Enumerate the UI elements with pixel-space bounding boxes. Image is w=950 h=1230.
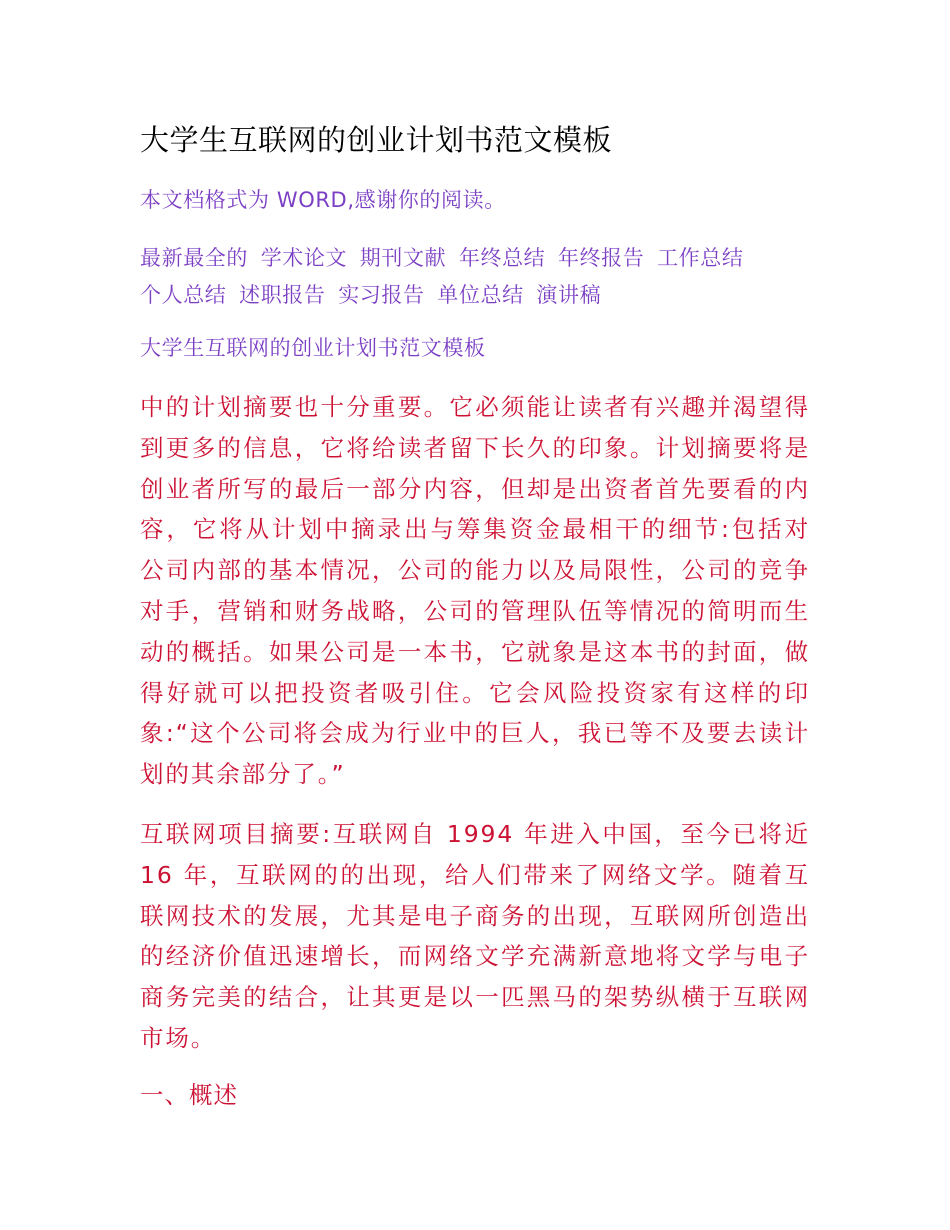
- body-paragraph-project-summary: 互联网项目摘要:互联网自 1994 年进入中国，至今已将近 16 年，互联网的的出现，给人们带来了网络文学。随着互联网技术的发展，尤其是电子商务的出现，互联网所创造出的经济价值迅速增长，而网络文学充满新意地将文学与电子商务完美的结合，让其更是以一匹黑马的架势纵横于互联网市场。: [140, 820, 811, 1052]
- tag-item: 年终报告: [557, 246, 645, 270]
- tag-item: 学术论文: [260, 246, 348, 270]
- tag-item: 工作总结: [657, 246, 744, 270]
- section-heading-overview: 一、概述: [140, 1081, 238, 1109]
- tag-item: 个人总结: [140, 283, 227, 307]
- tag-item: 单位总结: [437, 283, 524, 307]
- tag-item: 年终总结: [458, 246, 546, 270]
- document-subtitle: 大学生互联网的创业计划书范文模板: [140, 336, 486, 360]
- format-notice: 本文档格式为 WORD,感谢你的阅读。: [140, 188, 506, 212]
- tag-item: 演讲稿: [536, 283, 602, 307]
- tag-list: [140, 240, 820, 314]
- tag-item: 实习报告: [338, 283, 425, 307]
- body-paragraph-summary: 中的计划摘要也十分重要。它必须能让读者有兴趣并渴望得到更多的信息，它将给读者留下长久的印象。计划摘要将是创业者所写的最后一部分内容，但却是出资者首先要看的内容，它将从计划中摘录出与筹集资金最相干的细节:包括对公司内部的基本情况，公司的能力以及局限性，公司的竞争对手，营销和财务战略，公司的管理队伍等情况的简明而生动的概括。如果公司是一本书，它就象是这本书的封面，做得好就可以把投资者吸引住。它会风险投资家有这样的印象:“这个公司将会成为行业中的巨人，我已等不及要去读计划的其余部分了。”: [140, 393, 810, 789]
- tag-item: 最新最全的: [140, 246, 248, 270]
- tag-item: 述职报告: [239, 283, 326, 307]
- document-title: 大学生互联网的创业计划书范文模板: [140, 123, 613, 157]
- tag-item: 期刊文献: [359, 246, 447, 270]
